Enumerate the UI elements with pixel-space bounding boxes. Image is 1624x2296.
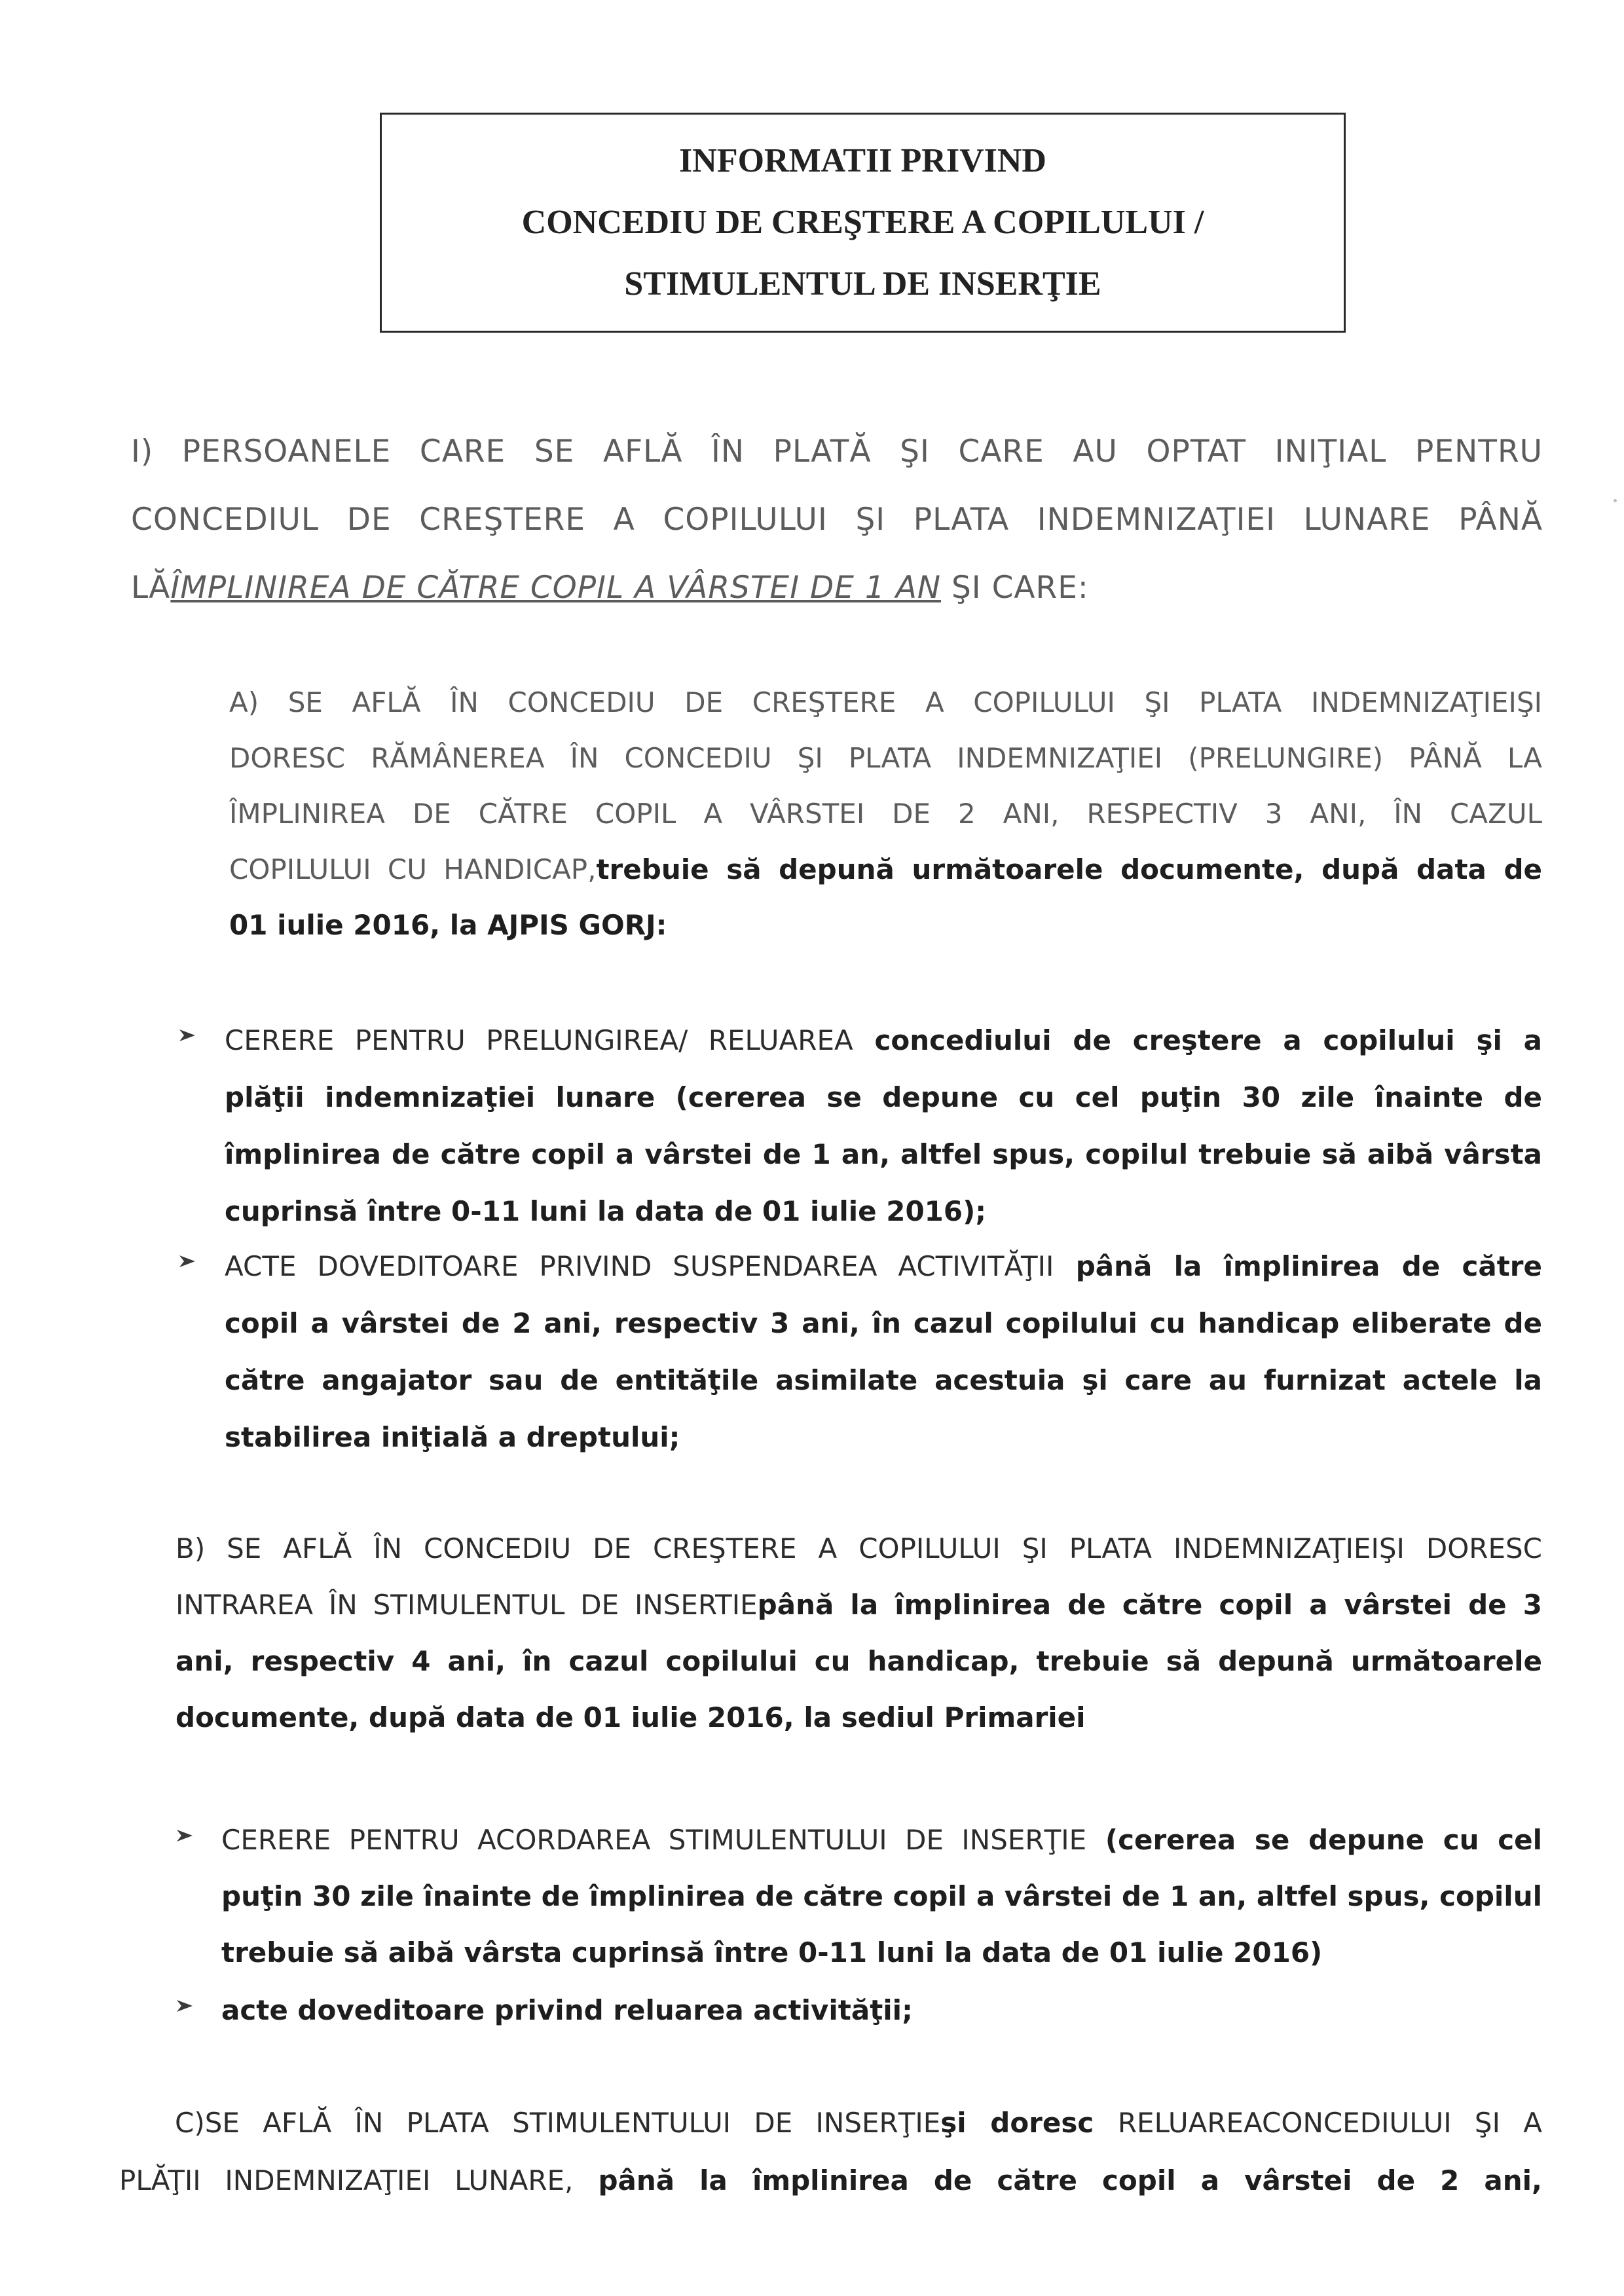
case-a-bullet-1-line-1 xyxy=(225,1012,1542,1069)
arrow-bullet-icon xyxy=(178,1254,196,1268)
case-a-bold-fragment: trebuie să depună următoarele documente, după data de xyxy=(596,853,1542,885)
case-a-bullet-1-line-3: împlinirea de către copil a vârstei de 1 an, altfel spus, copilul trebuie să aibă vârsta xyxy=(225,1138,1542,1170)
case-a-caps-fragment: COPILULUI CU HANDICAP, xyxy=(229,853,597,885)
case-c-line-2-caps: PLĂŢII INDEMNIZAŢIEI LUNARE, xyxy=(119,2164,574,2196)
case-a-paragraph xyxy=(229,675,1542,953)
section-1-line-3 xyxy=(131,554,1543,622)
bullet-bold-fragment: concediului de creştere a copilului şi a xyxy=(853,1024,1542,1056)
case-a-bullet-2-line-1 xyxy=(225,1238,1542,1295)
case-b-bullet-1-line-3: trebuie să aibă vârsta cuprinsă între 0-11 luni la data de 01 iulie 2016) xyxy=(221,1936,1323,1969)
section-1-heading xyxy=(131,418,1543,622)
case-a-bullet-1-line-4: cuprinsă între 0-11 luni la data de 01 iulie 2016); xyxy=(225,1195,987,1227)
section-1-line-1: I) PERSOANELE CARE SE AFLĂ ÎN PLATĂ ŞI CARE AU OPTAT INIŢIAL PENTRU xyxy=(131,434,1543,470)
case-c-line-2-bold: până la împlinirea de către copil a vârstei de 2 ani, xyxy=(573,2164,1542,2196)
case-b-bullet-1-line-2: puţin 30 zile înainte de împlinirea de către copil a vârstei de 1 an, altfel spus, copilul xyxy=(221,1880,1542,1912)
section-1-underlined-phrase: ÎMPLINIREA DE CĂTRE COPIL A VÂRSTEI DE 1 AN xyxy=(170,570,942,606)
case-a-line-4 xyxy=(229,842,1542,897)
case-c-line-1 xyxy=(119,2094,1542,2152)
arrow-bullet-icon xyxy=(175,1828,194,1843)
case-b-line-4: documente, după data de 01 iulie 2016, la sediul Primariei xyxy=(175,1701,1086,1733)
case-a-bullet-2-line-3: către angajator sau de entităţile asimilate acestuia şi care au furnizat actele la xyxy=(225,1364,1542,1396)
case-a-bullet-2-line-4: stabilirea iniţială a dreptului; xyxy=(225,1421,680,1453)
title-line-2: CONCEDIU DE CREŞTERE A COPILULUI / xyxy=(521,204,1204,241)
case-c-caps-fragment-1: C)SE AFLĂ ÎN PLATA STIMULENTULUI DE INSERŢIE xyxy=(175,2107,941,2139)
case-b-bold-fragment: până la împlinirea de către copil a vârstei de 3 xyxy=(757,1589,1542,1621)
section-1-line-2: CONCEDIUL DE CREŞTERE A COPILULUI ŞI PLATA INDEMNIZAŢIEI LUNARE PÂNĂ xyxy=(131,502,1543,538)
case-c-line-2 xyxy=(119,2152,1542,2210)
title-box xyxy=(380,113,1346,333)
case-c-bold-fragment: şi doresc xyxy=(940,2107,1118,2139)
case-a-bullet-2-line-2: copil a vârstei de 2 ani, respectiv 3 ani, în cazul copilului cu handicap eliberate de xyxy=(225,1307,1542,1339)
scan-speck xyxy=(1614,499,1617,502)
case-b-line-3: ani, respectiv 4 ani, în cazul copilului cu handicap, trebuie să depună următoarele xyxy=(175,1645,1542,1677)
arrow-bullet-icon xyxy=(178,1028,196,1043)
arrow-bullet-icon xyxy=(175,1999,194,2013)
bullet-caps-fragment: CERERE PENTRU PRELUNGIREA/ RELUAREA xyxy=(225,1024,853,1056)
case-a-bullet-2 xyxy=(225,1238,1542,1466)
section-1-prefix: LĂ xyxy=(131,570,171,606)
case-a-line-3: ÎMPLINIREA DE CĂTRE COPIL A VÂRSTEI DE 2 ANI, RESPECTIV 3 ANI, ÎN CAZUL xyxy=(229,798,1542,830)
case-a-bullet-1 xyxy=(225,1012,1542,1240)
case-c-caps-fragment-2: RELUAREACONCEDIULUI ŞI A xyxy=(1117,2107,1542,2139)
case-b-bullet-2 xyxy=(221,1982,1542,2039)
case-a-line-1: A) SE AFLĂ ÎN CONCEDIU DE CREŞTERE A COPILULUI ŞI PLATA INDEMNIZAŢIEIŞI xyxy=(229,686,1542,718)
bullet-caps-fragment: CERERE PENTRU ACORDAREA STIMULENTULUI DE INSERŢIE xyxy=(221,1824,1087,1856)
case-b-line-1: B) SE AFLĂ ÎN CONCEDIU DE CREŞTERE A COPILULUI ŞI PLATA INDEMNIZAŢIEIŞI DORESC xyxy=(175,1532,1542,1565)
bullet-bold-fragment: până la împlinirea de către xyxy=(1054,1250,1542,1282)
case-b-bullet-2-line-1: acte doveditoare privind reluarea activităţii; xyxy=(221,1994,913,2026)
section-1-suffix: ŞI CARE: xyxy=(941,570,1089,606)
title-line-1: INFORMATII PRIVIND xyxy=(679,142,1046,179)
case-b-bullet-1-line-1 xyxy=(221,1812,1542,1868)
case-b-line-2 xyxy=(175,1577,1542,1633)
bullet-caps-fragment: ACTE DOVEDITOARE PRIVIND SUSPENDAREA ACTIVITĂŢII xyxy=(225,1250,1054,1282)
case-b-bullet-1 xyxy=(221,1812,1542,1981)
case-a-line-2: DORESC RĂMÂNEREA ÎN CONCEDIU ŞI PLATA INDEMNIZAŢIEI (PRELUNGIRE) PÂNĂ LA xyxy=(229,742,1542,774)
case-a-bullet-1-line-2: plăţii indemnizaţiei lunare (cererea se depune cu cel puţin 30 zile înainte de xyxy=(225,1081,1542,1113)
case-b-caps-fragment: INTRAREA ÎN STIMULENTUL DE INSERTIE xyxy=(175,1589,758,1621)
title-line-3: STIMULENTUL DE INSERŢIE xyxy=(624,265,1101,303)
case-b-paragraph xyxy=(175,1521,1542,1746)
case-c-paragraph xyxy=(119,2094,1542,2210)
case-a-line-5: 01 iulie 2016, la AJPIS GORJ: xyxy=(229,909,667,941)
bullet-bold-fragment: (cererea se depune cu cel xyxy=(1086,1824,1542,1856)
